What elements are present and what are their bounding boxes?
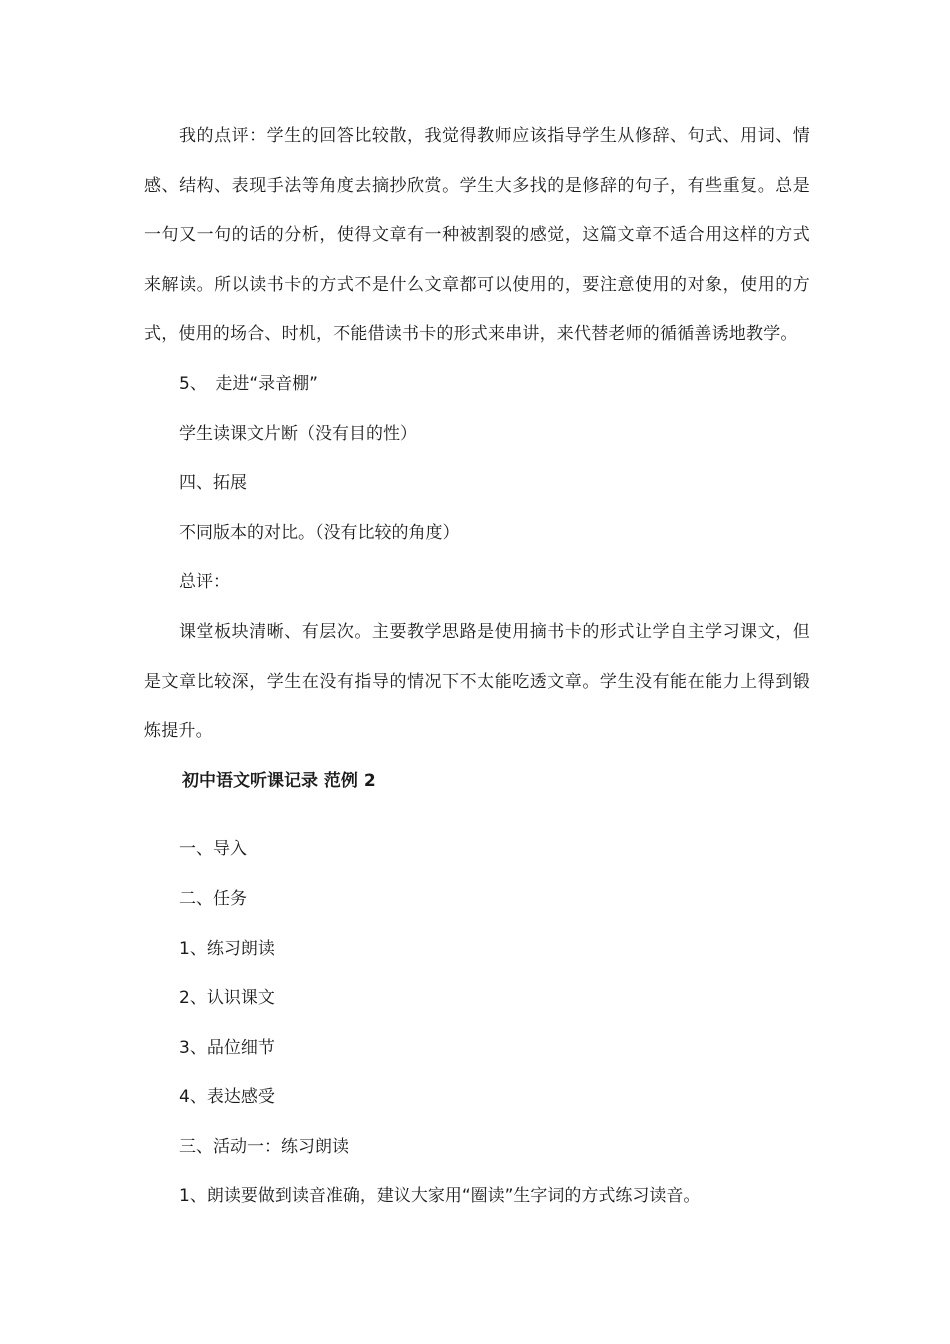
summary-paragraph: 课堂板块清晰、有层次。主要教学思路是使用摘书卡的形式让学自主学习课文，但是文章比较深，学生在没有指导的情况下不太能吃透文章。学生没有能在能力上得到锻炼提升。 xyxy=(144,621,810,742)
item-5-line: 5、 走进“录音棚” xyxy=(179,373,318,394)
outline-line: 1、朗读要做到读音准确，建议大家用“圈读”生字词的方式练习读音。 xyxy=(179,1186,701,1207)
outline-line: 1、练习朗读 xyxy=(179,938,275,959)
compare-line: 不同版本的对比。（没有比较的角度） xyxy=(179,522,460,543)
outline-line: 二、任务 xyxy=(179,888,247,909)
section-4-heading: 四、拓展 xyxy=(179,473,247,494)
outline-line: 4、表达感受 xyxy=(179,1087,275,1108)
document-body xyxy=(144,112,810,1222)
example-2-title: 初中语文听课记录 范例 2 xyxy=(182,770,376,791)
outline-line: 一、导入 xyxy=(179,839,247,860)
outline-line: 3、品位细节 xyxy=(179,1037,275,1058)
summary-label: 总评： xyxy=(179,572,230,593)
students-read-line: 学生读课文片断（没有目的性） xyxy=(179,423,417,444)
outline-line: 2、认识课文 xyxy=(179,988,275,1009)
review-paragraph: 我的点评：学生的回答比较散，我觉得教师应该指导学生从修辞、句式、用词、情感、结构、表现手法等角度去摘抄欣赏。学生大多找的是修辞的句子，有些重复。总是一句又一句的话的分析，使得文章有一种被割裂的感觉，这篇文章不适合用这样的方式来解读。所以读书卡的方式不是什么文章都可以使用的，要注意使用的对象，使用的方式，使用的场合、时机，不能借读书卡的形式来串讲，来代替老师的循循善诱地教学。 xyxy=(144,126,810,345)
outline-line: 三、活动一：练习朗读 xyxy=(179,1136,349,1157)
spacer xyxy=(144,806,810,825)
